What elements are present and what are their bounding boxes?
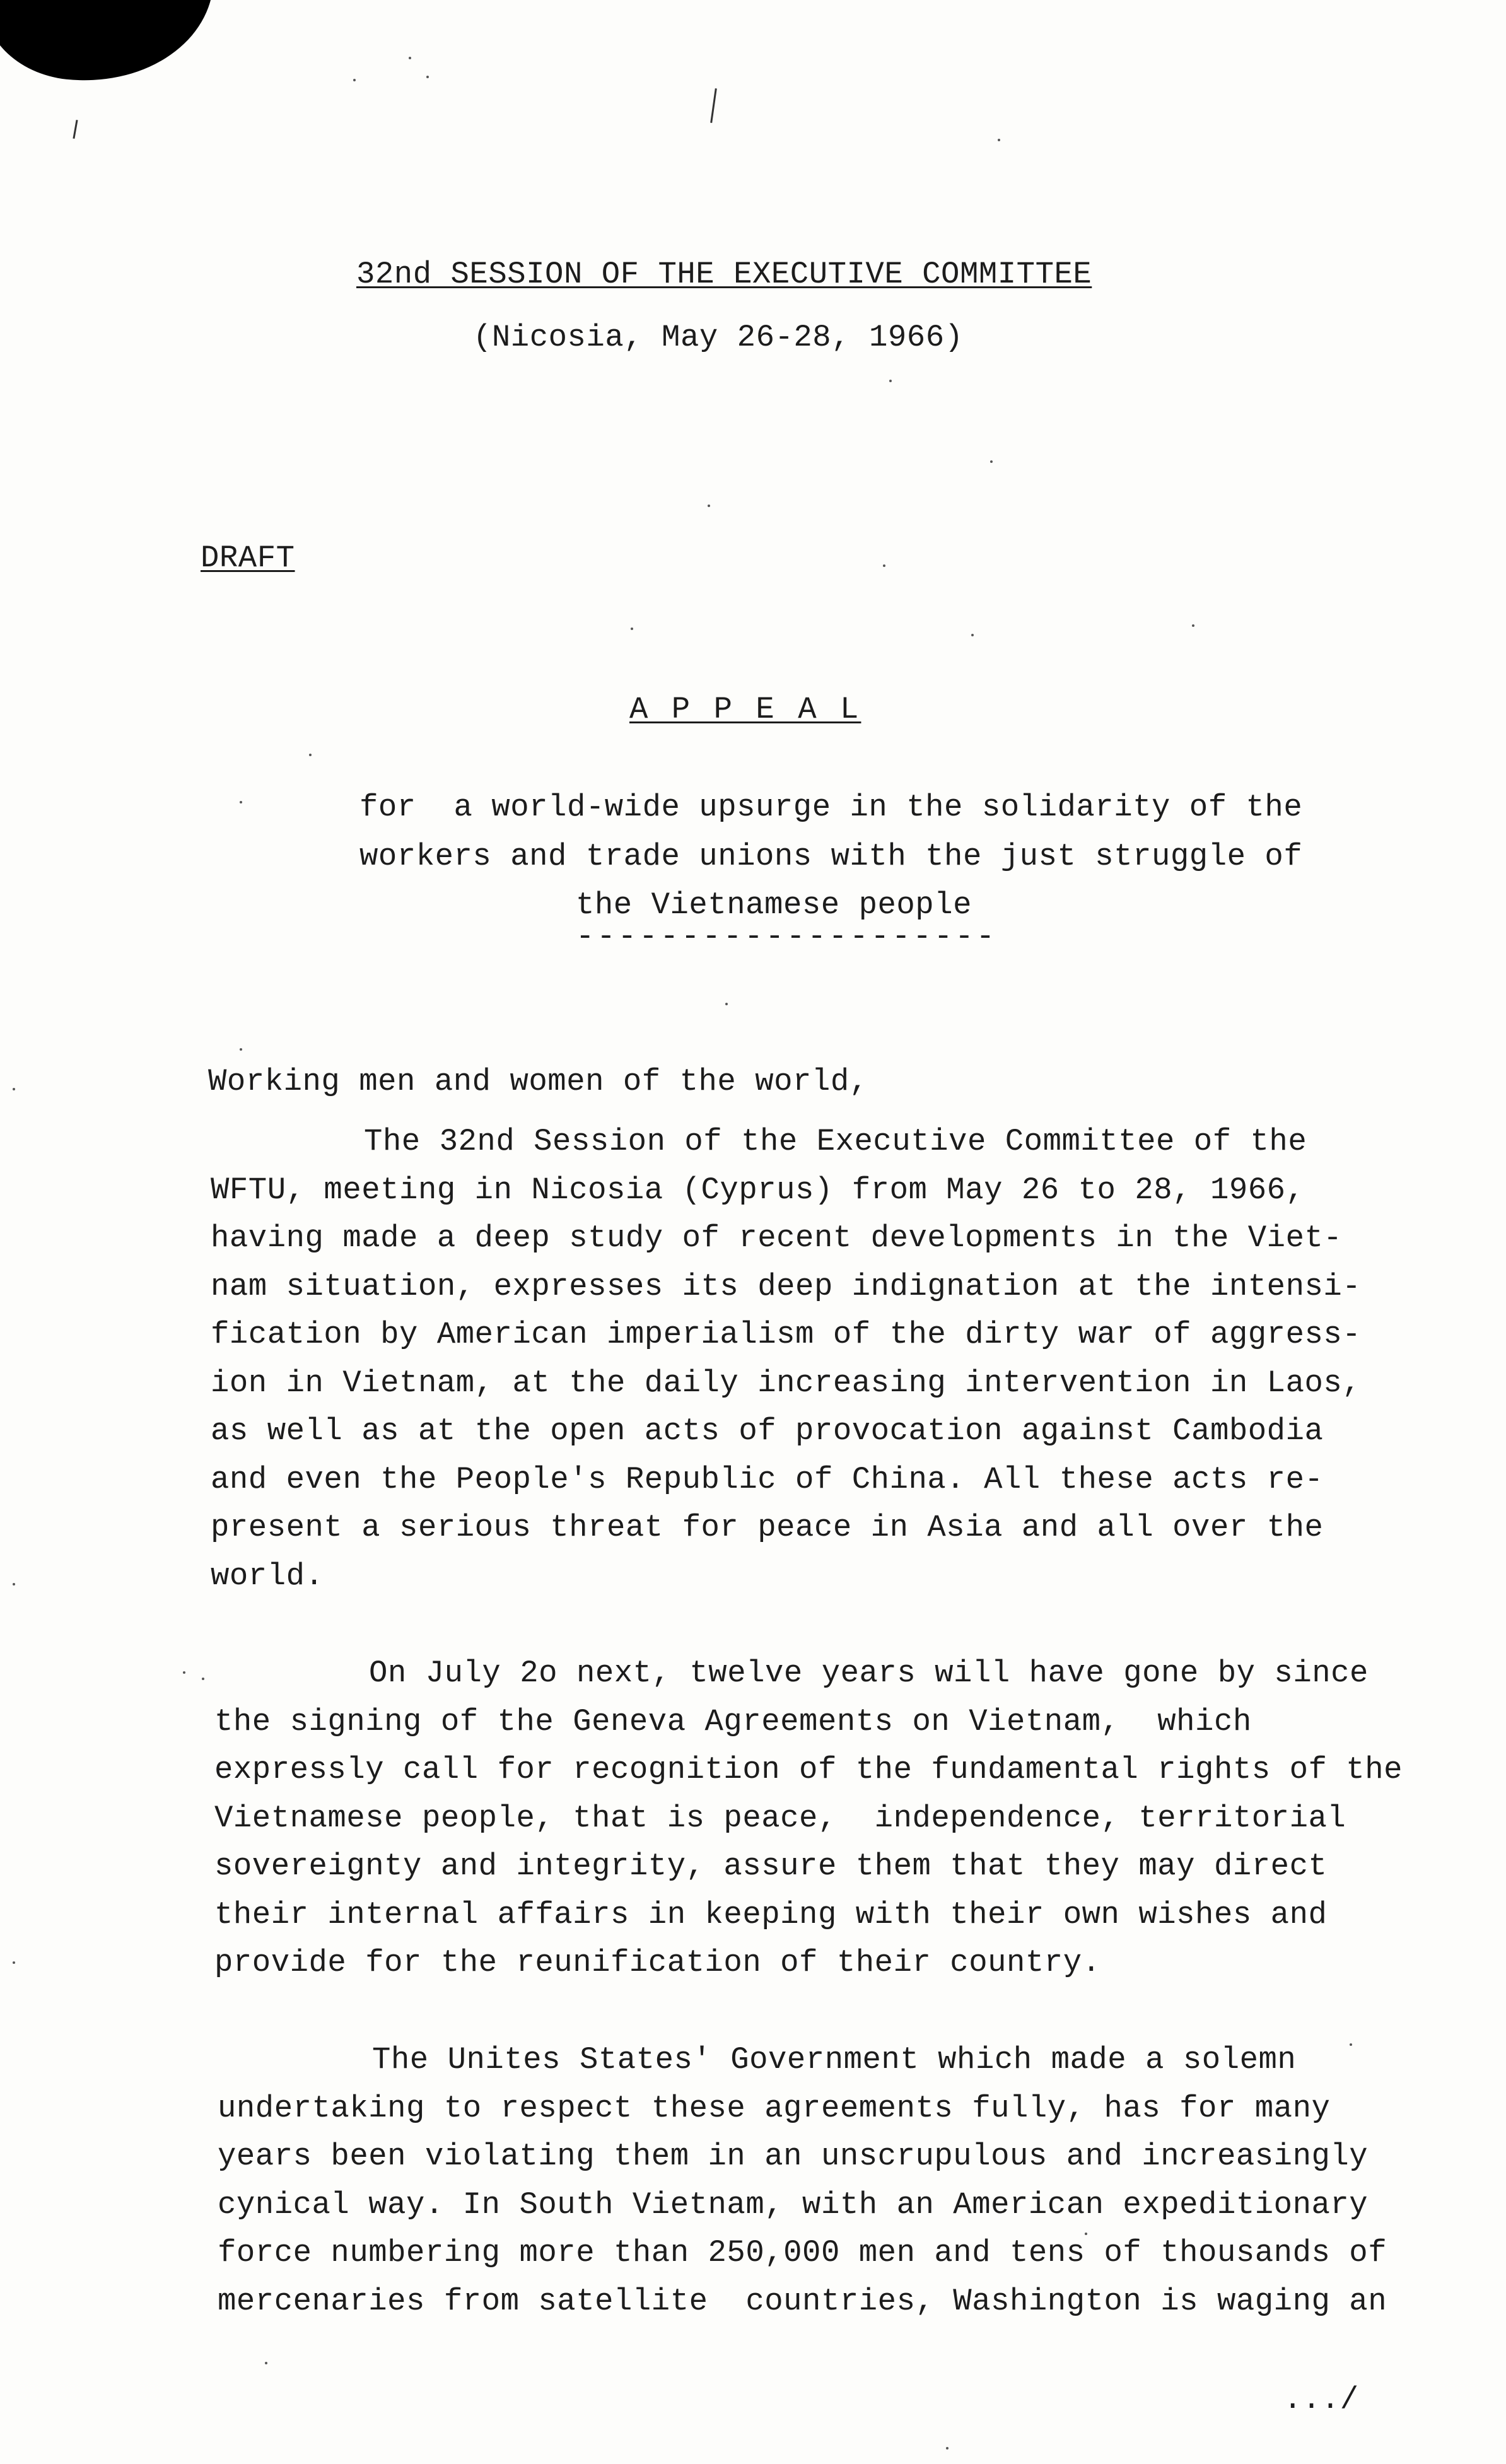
salutation: Working men and women of the world,: [208, 1064, 868, 1099]
appeal-subtitle-line: workers and trade unions with the just struggle of: [359, 839, 1303, 874]
paragraph-1-line: nam situation, expresses its deep indignation at the intensi-: [211, 1269, 1362, 1304]
draft-label: DRAFT: [201, 540, 295, 576]
paragraph-1-line: WFTU, meeting in Nicosia (Cyprus) from May 26 to 28, 1966,: [211, 1172, 1305, 1208]
scan-ink-blot: [0, 0, 213, 93]
paragraph-2-line: Vietnamese people, that is peace, independence, territorial: [214, 1801, 1346, 1836]
paragraph-3-line: undertaking to respect these agreements fully, has for many: [218, 2091, 1331, 2126]
appeal-subtitle-line: the Vietnamese people: [576, 887, 972, 923]
paragraph-3-line: cynical way. In South Vietnam, with an American expeditionary: [218, 2187, 1369, 2222]
paragraph-1-line: present a serious threat for peace in Asia and all over the: [211, 1510, 1324, 1545]
scan-mark: [73, 120, 78, 139]
paragraph-1-line: and even the People's Republic of China. All these acts re-: [211, 1462, 1324, 1497]
paragraph-1-line: ion in Vietnam, at the daily increasing intervention in Laos,: [211, 1365, 1362, 1401]
paragraph-2-line: On July 2o next, twelve years will have gone by since: [369, 1655, 1369, 1691]
paragraph-1-line: world.: [211, 1558, 324, 1594]
paragraph-1-line: fication by American imperialism of the dirty war of aggress-: [211, 1317, 1362, 1352]
continuation-mark: .../: [1283, 2382, 1359, 2417]
paragraph-2-line: provide for the reunification of their country.: [214, 1945, 1101, 1980]
paragraph-3-line: The Unites States' Government which made a solemn: [372, 2042, 1297, 2077]
slash-glyph: /: [1340, 2382, 1359, 2417]
appeal-subtitle-line: for a world-wide upsurge in the solidarity of the: [359, 790, 1303, 825]
appeal-title: A P P E A L: [629, 692, 861, 727]
paragraph-2-line: the signing of the Geneva Agreements on Vietnam, which: [214, 1704, 1252, 1739]
paragraph-1-line: The 32nd Session of the Executive Committee of the: [364, 1124, 1307, 1159]
session-title: 32nd SESSION OF THE EXECUTIVE COMMITTEE: [356, 257, 1092, 292]
scan-mark: [710, 88, 717, 123]
paragraph-3-line: mercenaries from satellite countries, Washington is waging an: [218, 2284, 1387, 2319]
paragraph-1-line: as well as at the open acts of provocation against Cambodia: [211, 1413, 1324, 1449]
paragraph-2-line: their internal affairs in keeping with their own wishes and: [214, 1897, 1328, 1932]
paragraph-3-line: years been violating them in an unscrupulous and increasingly: [218, 2139, 1369, 2174]
appeal-subtitle-rule: --------------------: [576, 919, 998, 954]
paragraph-2-line: expressly call for recognition of the fundamental rights of the: [214, 1752, 1403, 1787]
session-place-date: (Nicosia, May 26-28, 1966): [473, 320, 964, 355]
paragraph-2-line: sovereignty and integrity, assure them that they may direct: [214, 1848, 1328, 1884]
paragraph-3-line: force numbering more than 250,000 men and tens of thousands of: [218, 2235, 1387, 2270]
paragraph-1-line: having made a deep study of recent developments in the Viet-: [211, 1220, 1343, 1256]
